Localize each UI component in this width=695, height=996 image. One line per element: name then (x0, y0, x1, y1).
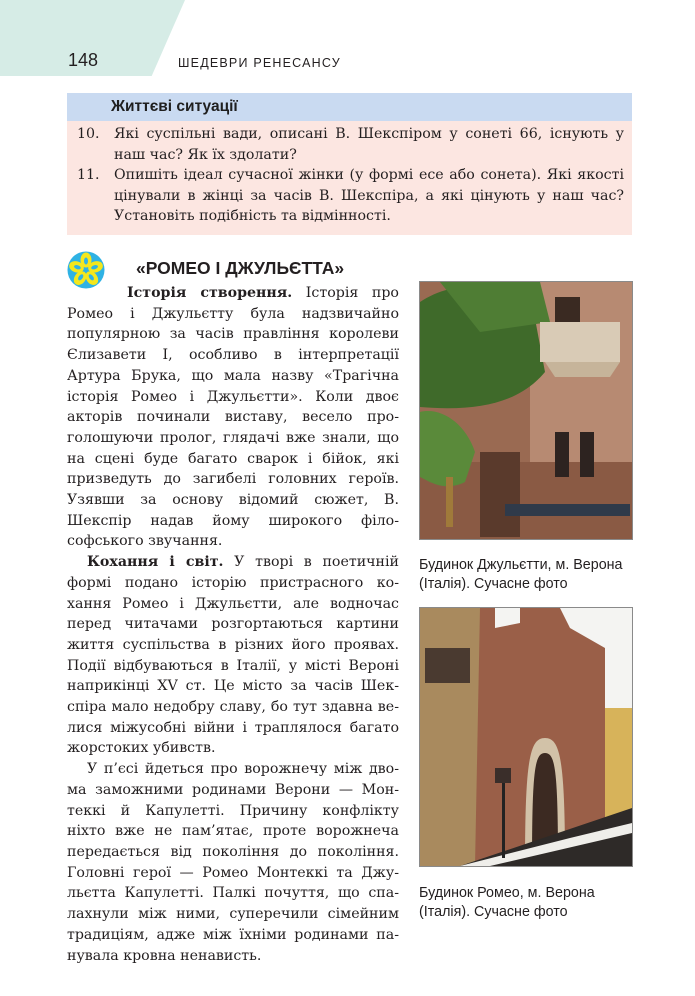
tasks-list (67, 121, 632, 235)
photo-romeo-house (419, 607, 633, 867)
tasks-box (67, 93, 632, 235)
task-text: Які суспільні вади, описані В. Шекспіром у сонеті 66, існують у наш час? Як їх здолати? (114, 126, 624, 163)
task-item (75, 124, 624, 165)
paragraph (67, 283, 399, 552)
task-text: Опишіть ідеал сучасної жінки (у формі есе або сонета). Які якості цінували в жінці за часів В. Шекспіра, а які цінують у наш час? Установіть подібність та відмінності. (114, 167, 624, 224)
paragraph (67, 552, 399, 759)
body-text (67, 283, 399, 966)
photo-caption: Будинок Джульєтти, м. Верона (Італія). Сучасне фото (419, 557, 623, 592)
section-title: «РОМЕО І ДЖУЛЬЄТТА» (136, 258, 345, 278)
photo-juliet-house (419, 281, 633, 540)
running-head: ШЕДЕВРИ РЕНЕСАНСУ (178, 56, 341, 70)
paragraph-lead: Кохання і світ. (87, 554, 224, 571)
photo-caption: Будинок Ромео, м. Верона (Італія). Сучасне фото (419, 885, 595, 920)
paragraph-text: У творі в поетичній формі подано історію пристрасного кохання Ромео і Джульєтти, але водночас перед читачами розгортаються картини життя суспільства в різних його проявах. Події відбуваються в Італії, у місті Вероні наприкінці XV ст. Це місто за часів Шекспіра мало недобру славу, бо тут здавна велися міжусобні війни і траплялося багато жорстоких убивств. (67, 554, 399, 757)
tasks-box-title: Життєві ситуації (67, 93, 632, 121)
task-number: 10. (77, 126, 100, 142)
paragraph-lead: Історія створення. (127, 285, 293, 301)
paragraph-text: Історія про Ромео і Джульєтту була надзвичайно популярною за часів правління королеви Єлизавети I, особливо в інтерпретації Артура Брука, що мала назву «Трагічна історія Ромео і Джульєтти». Коли двоє акторів починали виставу, весело проголошуючи пролог, глядачі вже знали, що на сцені буде багато сварок і бійок, які призведуть до загибелі головних героїв. Узявши за основу відомий сюжет, В. Шекспір надав йому широкого філософського звучання. (67, 285, 399, 550)
paragraph (67, 759, 399, 966)
paragraph-text: У п’єсі йдеться про ворожнечу між двома заможними родинами Верони — Монтеккі й Капулетті. Причину конфлікту ніхто вже не пам’ятає, проте ворожнеча передається від покоління до покоління. Головні герої — Ромео Монтеккі та Джульєтта Капулетті. Палкі почуття, що спалахнули між ними, суперечили сімейним традиціям, адже між їхніми родинами панувала кровна ненависть. (67, 761, 399, 964)
task-number: 11. (77, 167, 100, 183)
page-number: 148 (68, 50, 99, 70)
task-item (75, 165, 624, 227)
